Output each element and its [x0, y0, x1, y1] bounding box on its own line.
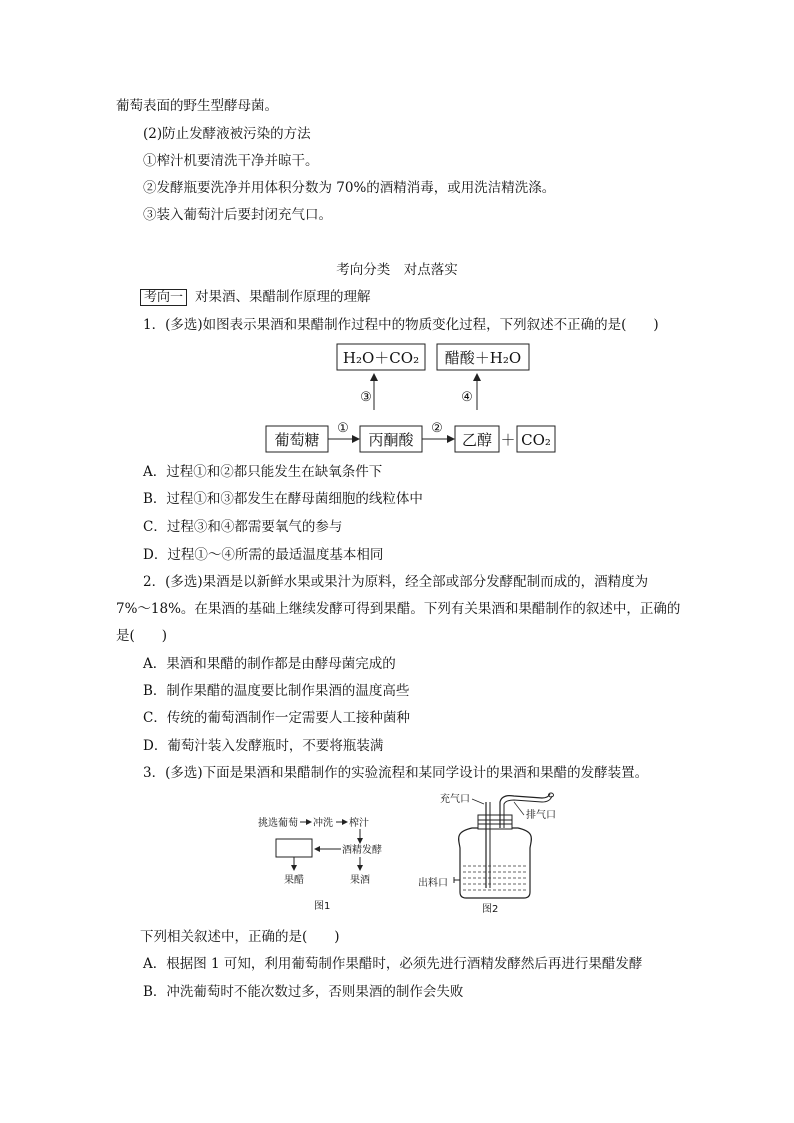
- label-outlet: 排气口: [526, 810, 556, 821]
- intro-line-4: ②发酵瓶要洗净并用体积分数为 70%的酒精消毒，或用洗洁精洗涤。: [143, 180, 556, 196]
- q3-figure-1-flowchart: [256, 812, 392, 916]
- discharge-valve: [454, 877, 460, 883]
- q2-option-c: C．传统的葡萄酒制作一定需要人工接种菌种: [143, 710, 410, 726]
- intro-line-1: 葡萄表面的野生型酵母菌。: [116, 98, 278, 114]
- q1-option-c: C．过程③和④都需要氧气的参与: [143, 519, 343, 535]
- plus-sign: ＋: [500, 431, 516, 449]
- section-title: 考向分类 对点落实: [336, 262, 458, 278]
- q2-stem-line-2: 7%～18%。在果酒的基础上继续发酵可得到果醋。下列有关果酒和果醋制作的叙述中，正确的: [116, 601, 681, 617]
- product-vinegar: 果醋: [284, 875, 304, 886]
- rubber-stopper: [478, 815, 512, 829]
- intro-line-5: ③装入葡萄汁后要封闭充气口。: [143, 207, 332, 223]
- q3-sub-stem: 下列相关叙述中，正确的是( ): [140, 929, 340, 945]
- q3-stem: 3．(多选)下面是果酒和果醋制作的实验流程和某同学设计的果酒和果醋的发酵装置。: [143, 765, 649, 781]
- box-glucose-label: 葡萄糖: [274, 431, 320, 449]
- intro-line-3: ①榨汁机要清洗干净并晾干。: [143, 153, 319, 169]
- q1-pathway-diagram: [260, 338, 560, 458]
- step-1-label: ①: [337, 421, 349, 436]
- q2-option-a: A．果酒和果醋的制作都是由酵母菌完成的: [143, 656, 396, 672]
- topic-text: 对果酒、果醋制作原理的理解: [195, 289, 371, 305]
- q1-option-d: D．过程①～④所需的最适温度基本相同: [143, 547, 384, 563]
- q1-option-a: A．过程①和②都只能发生在缺氧条件下: [143, 464, 383, 480]
- label-inlet: 充气口: [440, 794, 470, 805]
- topic-tag: 考向一: [140, 289, 187, 306]
- q3-option-a: A．根据图 1 可知，利用葡萄制作果醋时，必须先进行酒精发酵然后再进行果醋发酵: [143, 956, 643, 972]
- figure-2-caption: 图2: [482, 904, 499, 915]
- q3-option-b: B．冲洗葡萄时不能次数过多，否则果酒的制作会失败: [143, 984, 464, 1000]
- q2-stem-line-3: 是( ): [116, 628, 168, 644]
- q2-option-d: D．葡萄汁装入发酵瓶时，不要将瓶装满: [143, 738, 384, 754]
- intro-line-2: (2)防止发酵液被污染的方法: [143, 126, 311, 142]
- step-press: 榨汁: [349, 818, 369, 829]
- box-h2o-co2-label: H₂O＋CO₂: [342, 349, 420, 367]
- step-select-grapes: 挑选葡萄: [258, 818, 298, 829]
- box-pyruvate-label: 丙酮酸: [368, 431, 414, 449]
- product-wine: 果酒: [350, 875, 370, 886]
- q3-figure-2-apparatus: [414, 788, 566, 916]
- box-ethanol-label: 乙醇: [461, 431, 493, 449]
- step-2-label: ②: [431, 421, 443, 436]
- figure-1-caption: 图1: [314, 901, 331, 912]
- box-acetic-acid-label: 醋酸＋H₂O: [444, 349, 522, 367]
- empty-process-box: [276, 839, 312, 857]
- fermentation-bottle: [459, 828, 532, 898]
- step-wash: 冲洗: [313, 818, 333, 829]
- step-alcohol-ferment: 酒精发酵: [342, 845, 382, 856]
- label-discharge: 出料口: [418, 878, 448, 889]
- q2-option-b: B．制作果醋的温度要比制作果酒的温度高些: [143, 683, 410, 699]
- q1-option-b: B．过程①和③都发生在酵母菌细胞的线粒体中: [143, 491, 423, 507]
- box-co2-label: CO₂: [521, 431, 551, 449]
- q2-stem-line-1: 2．(多选)果酒是以新鲜水果或果汁为原料，经全部或部分发酵配制而成的，酒精度为: [143, 574, 649, 590]
- q1-stem: 1．(多选)如图表示果酒和果醋制作过程中的物质变化过程，下列叙述不正确的是( ): [143, 317, 659, 333]
- step-3-label: ③: [360, 390, 372, 405]
- step-4-label: ④: [461, 390, 473, 405]
- topic-heading: [140, 288, 371, 306]
